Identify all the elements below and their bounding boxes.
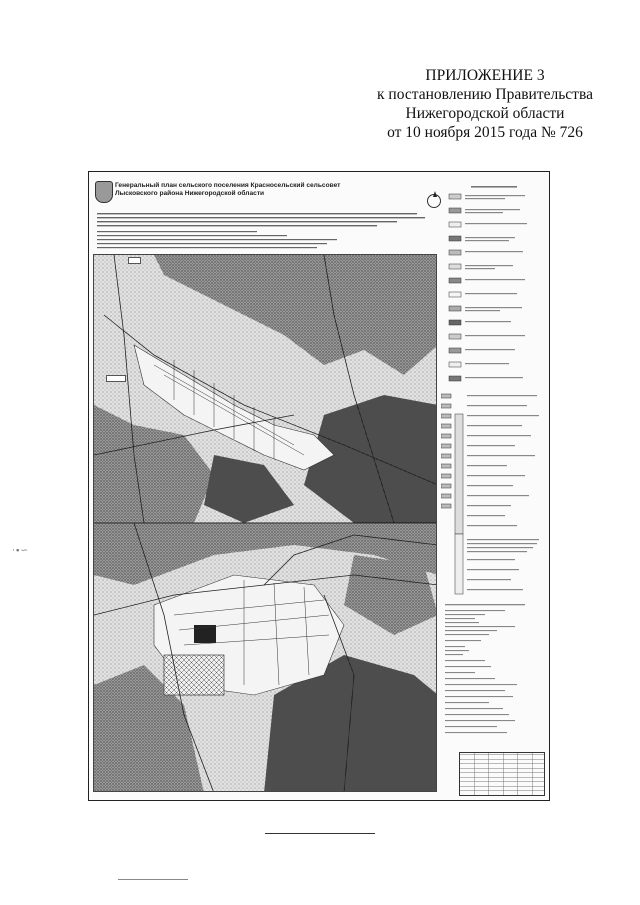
appendix-resolution: к постановлению Правительства	[377, 86, 593, 103]
emblem-icon	[95, 181, 113, 203]
title-stamp-block	[459, 752, 545, 796]
map-title	[115, 182, 340, 198]
map-area	[93, 254, 437, 792]
map-legend	[441, 184, 547, 784]
map-title-line1: Генеральный план сельского поселения Красносельский сельсовет	[115, 182, 341, 189]
appendix-region: Нижегородской области	[405, 105, 565, 122]
map-subtitle-smudge	[97, 212, 427, 252]
separator-line	[265, 833, 375, 834]
map-title-block	[93, 176, 433, 254]
place-label-west	[106, 375, 126, 382]
appendix-date: от 10 ноября 2015 года № 726	[387, 124, 583, 141]
north-arrow-icon	[427, 194, 441, 208]
appendix-number: ПРИЛОЖЕНИЕ 3	[425, 67, 545, 84]
fine-print-illegible	[97, 212, 427, 252]
place-label-north	[128, 257, 141, 264]
footer-line	[118, 879, 188, 880]
appendix-header	[360, 66, 610, 142]
map-sheet	[88, 171, 550, 801]
scan-mark: ·∙∽	[12, 546, 29, 556]
map-graphic	[94, 255, 437, 792]
map-title-line2: Лысковского района Нижегородской области	[115, 190, 265, 197]
legend-graphic	[441, 184, 547, 754]
